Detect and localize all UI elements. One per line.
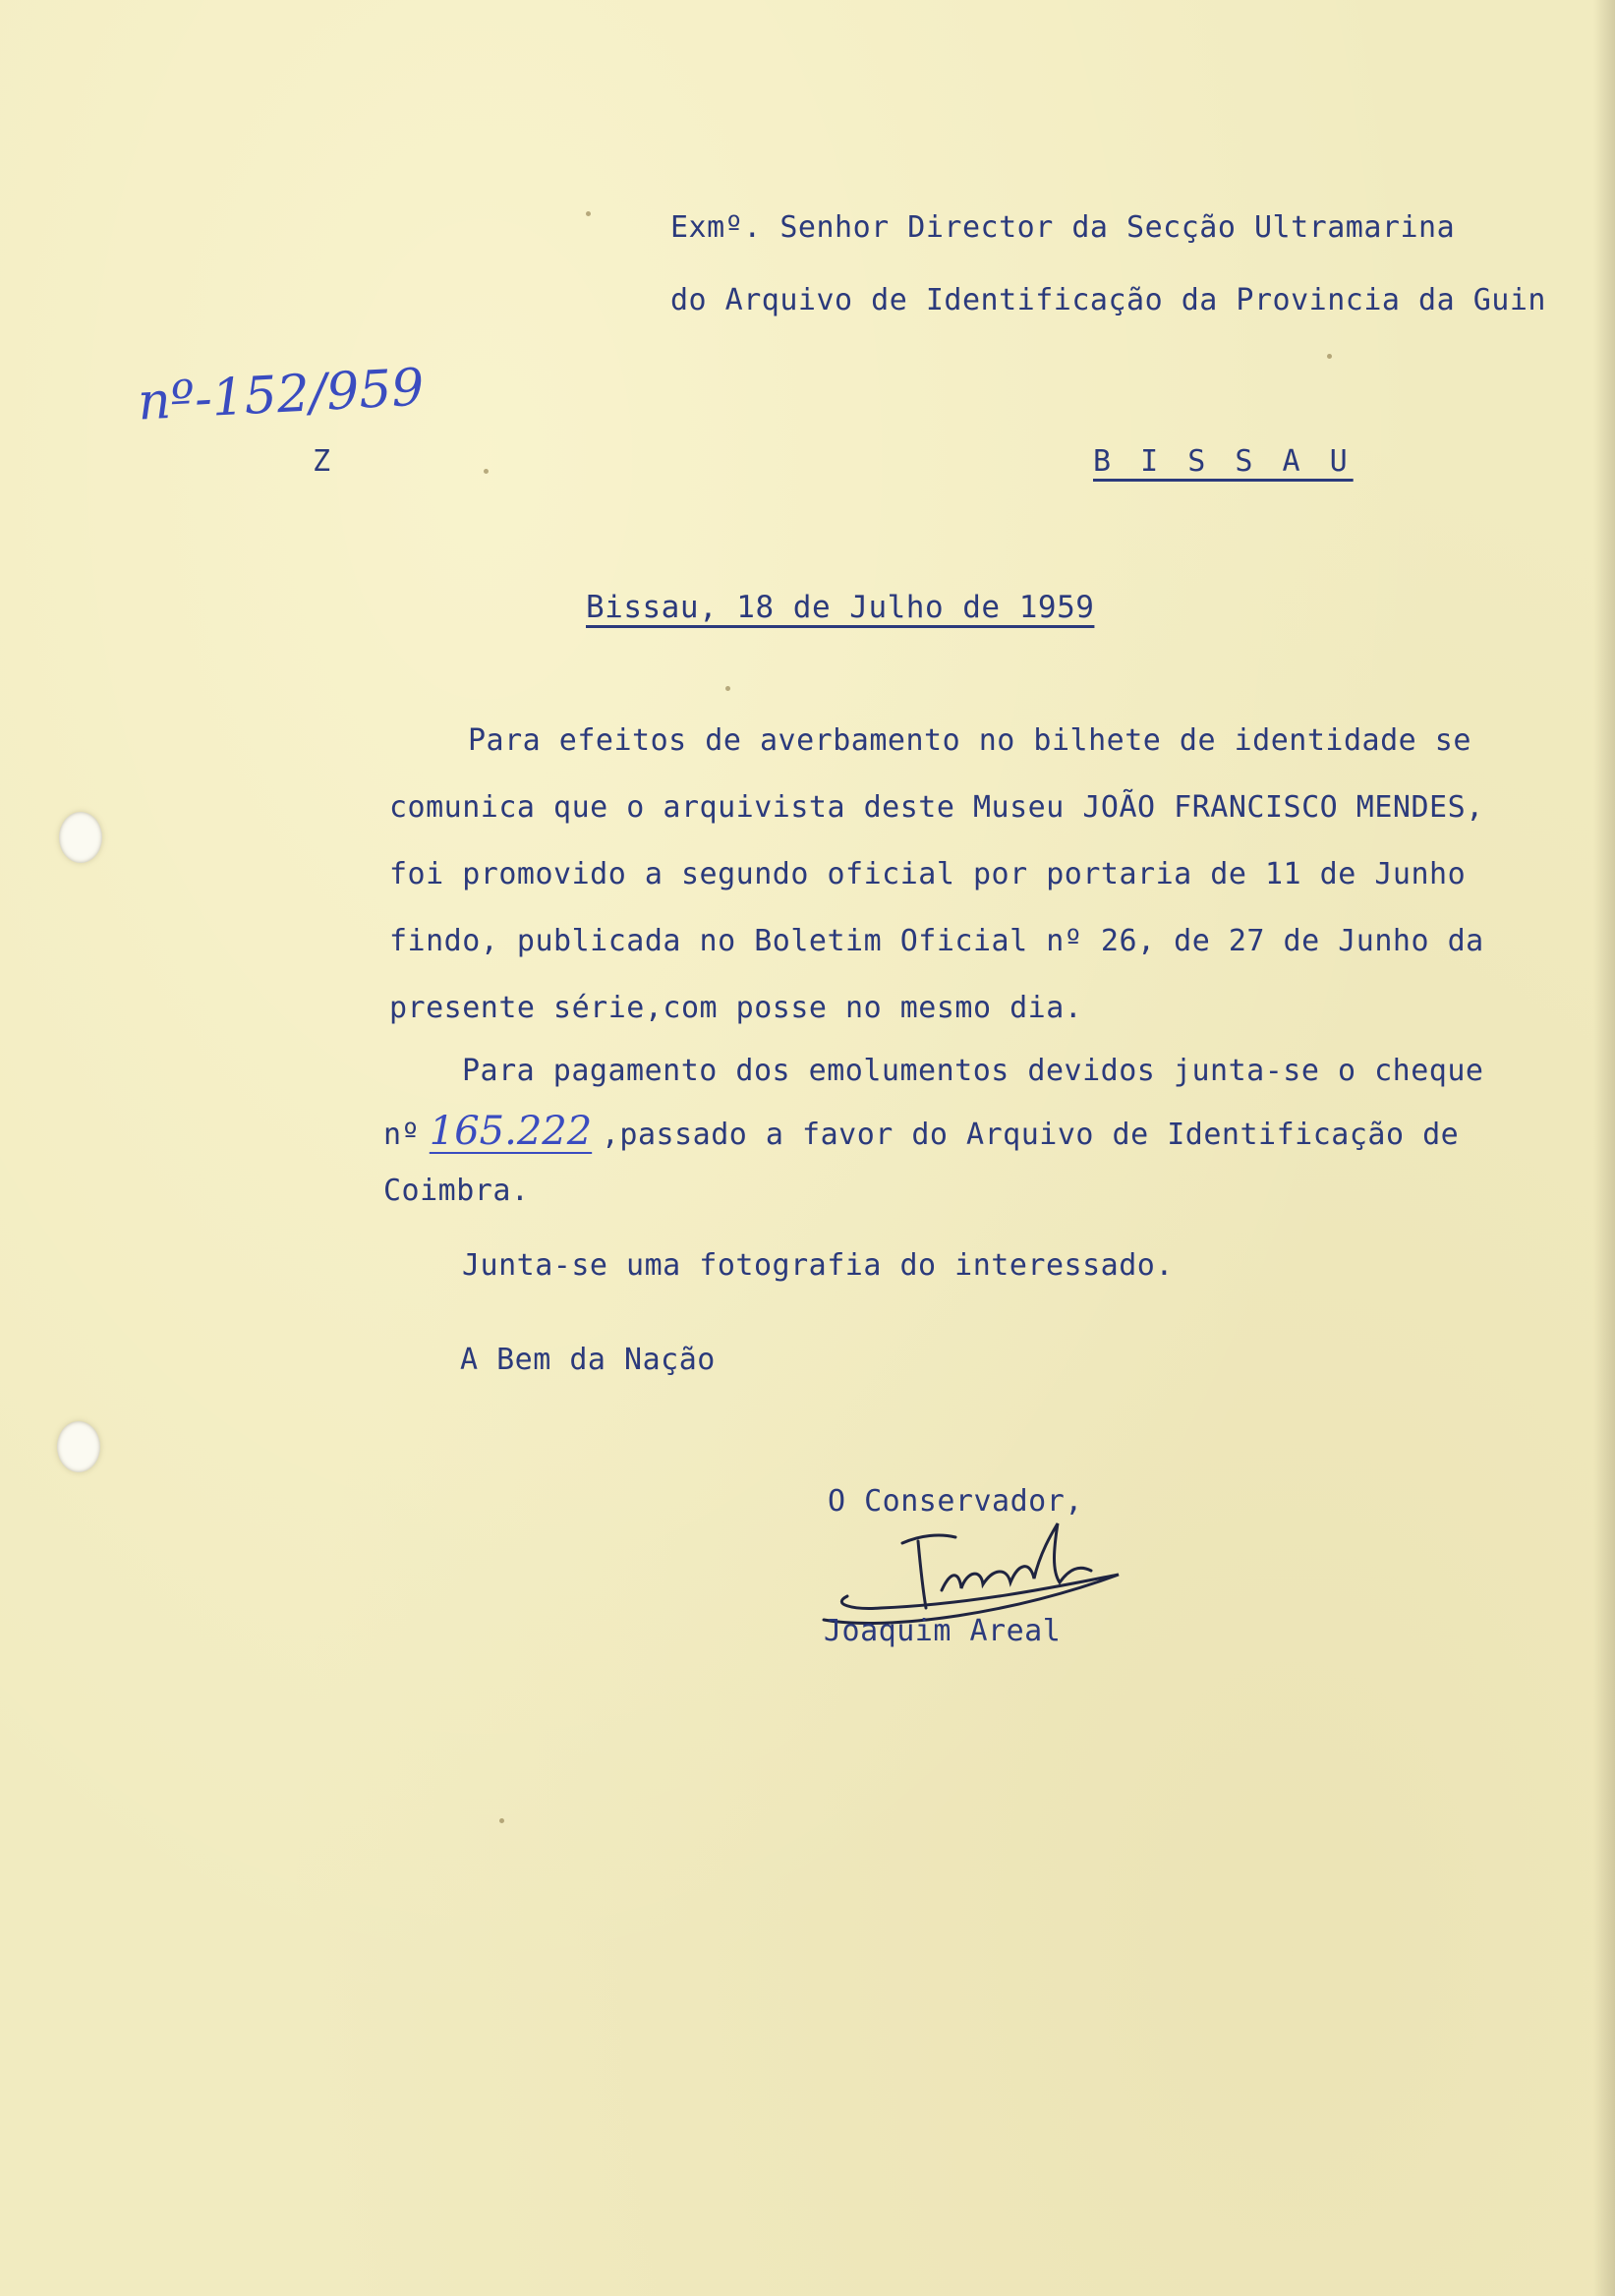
handwritten-reference-number: nº-152/959 <box>136 358 426 432</box>
body-paragraph-2-line-1: Para pagamento dos emolumentos devidos junta-se o cheque <box>462 1054 1484 1088</box>
cheque-number-handwritten: 165.222 <box>429 1109 593 1154</box>
punch-hole-top <box>59 812 102 863</box>
body-paragraph-1-line-4: findo, publicada no Boletim Oficial nº 26, de 27 de Junho da <box>389 924 1484 958</box>
body-paragraph-1-line-2: comunica que o arquivista deste Museu JOÃO FRANCISCO MENDES, <box>389 790 1484 825</box>
signature-title: O Conservador, <box>828 1484 1083 1519</box>
paper-fleck <box>484 469 489 474</box>
paper-fleck <box>499 1818 504 1823</box>
cheque-number-prefix: nº <box>383 1118 421 1152</box>
addressee-line-1: Exmº. Senhor Director da Secção Ultramarina <box>670 210 1456 245</box>
cheque-line-suffix: ,passado a favor do Arquivo de Identificação de <box>601 1118 1460 1152</box>
reference-letter: Z <box>313 444 331 479</box>
paper-fleck <box>586 211 591 216</box>
body-paragraph-2-line-2 <box>383 1109 1459 1154</box>
body-paragraph-2-line-3: Coimbra. <box>383 1174 530 1208</box>
addressee-line-2: do Arquivo de Identificação da Provincia da Guin <box>670 283 1546 317</box>
body-paragraph-1-line-1: Para efeitos de averbamento no bilhete de identidade se <box>468 723 1471 758</box>
paper-fleck <box>725 686 730 691</box>
paper-fleck <box>1327 354 1332 359</box>
punch-hole-bottom <box>57 1421 100 1472</box>
page-edge-shadow <box>1593 0 1615 2296</box>
closing-salutation: A Bem da Nação <box>460 1343 716 1377</box>
body-paragraph-1-line-3: foi promovido a segundo oficial por portaria de 11 de Junho <box>389 857 1467 891</box>
body-paragraph-3: Junta-se uma fotografia do interessado. <box>462 1248 1174 1283</box>
date-line: Bissau, 18 de Julho de 1959 <box>586 590 1095 625</box>
body-paragraph-1-line-5: presente série,com posse no mesmo dia. <box>389 991 1083 1025</box>
addressee-city: B I S S A U <box>1093 444 1354 479</box>
signatory-name: Joaquim Areal <box>824 1614 1062 1648</box>
